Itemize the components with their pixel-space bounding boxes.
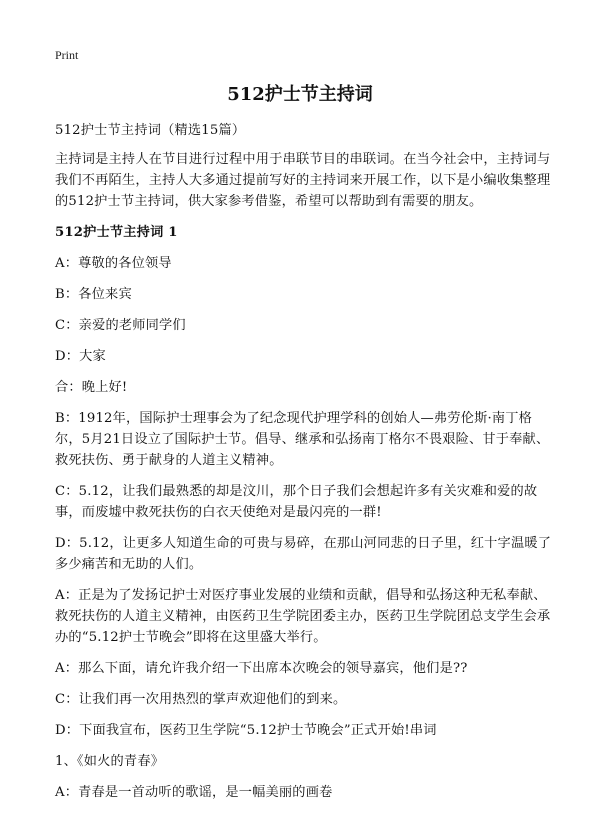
- script-line: 合：晚上好!: [55, 380, 128, 395]
- script-line: A：那么下面，请允许我介绍一下出席本次晚会的领导嘉宾，他们是??: [55, 661, 468, 676]
- section-heading: 512护士节主持词 1: [55, 225, 178, 240]
- script-line: D：下面我宣布，医药卫生学院“5.12护士节晚会”正式开始!串词: [55, 723, 437, 738]
- script-line: D：5.12，让更多人知道生命的可贵与易碎，在那山河同悲的日子里，红十字温暖了多少痛苦和无助的人们。: [55, 536, 552, 572]
- script-line: B：1912年，国际护士理事会为了纪念现代护理学科的创始人—弗劳伦斯·南丁格尔，5月21日设立了国际护士节。倡导、继承和弘扬南丁格尔不畏艰险、甘于奉献、救死扶伤、勇于献身的人道主义精神。: [55, 411, 550, 468]
- script-line: C：5.12，让我们最熟悉的却是汶川，那个日子我们会想起许多有关灾难和爱的故事，而废墟中救死扶伤的白衣天使绝对是最闪亮的一群!: [55, 484, 538, 520]
- script-line: A：尊敬的各位领导: [55, 256, 172, 271]
- intro-paragraph: 主持词是主持人在节目进行过程中用于串联节目的串联词。在当今社会中，主持词与我们不再陌生，主持人大多通过提前写好的主持词来开展工作，以下是小编收集整理的512护士节主持词，供大家参考借鉴，希望可以帮助到有需要的朋友。: [55, 152, 551, 209]
- document-body: [55, 120, 555, 813]
- script-line: A：青春是一首动听的歌谣，是一幅美丽的画卷: [55, 785, 333, 800]
- script-line: C：亲爱的老师同学们: [55, 318, 186, 333]
- script-line: C：让我们再一次用热烈的掌声欢迎他们的到来。: [55, 692, 347, 707]
- script-line: D：大家: [55, 349, 106, 364]
- page-title: 512护士节主持词: [227, 84, 373, 105]
- print-link[interactable]: Print: [55, 48, 79, 62]
- script-line: 1、《如火的青春》: [55, 754, 165, 769]
- script-line: A：正是为了发扬记护士对医疗事业发展的业绩和贡献，倡导和弘扬这种无私奉献、救死扶伤的人道主义精神，由医药卫生学院团委主办，医药卫生学院团总支学生会承办的“5.12护士节晚会”即将在这里盛大举行。: [55, 588, 551, 645]
- script-line: B：各位来宾: [55, 287, 132, 302]
- document-subtitle: 512护士节主持词（精选15篇）: [55, 123, 246, 138]
